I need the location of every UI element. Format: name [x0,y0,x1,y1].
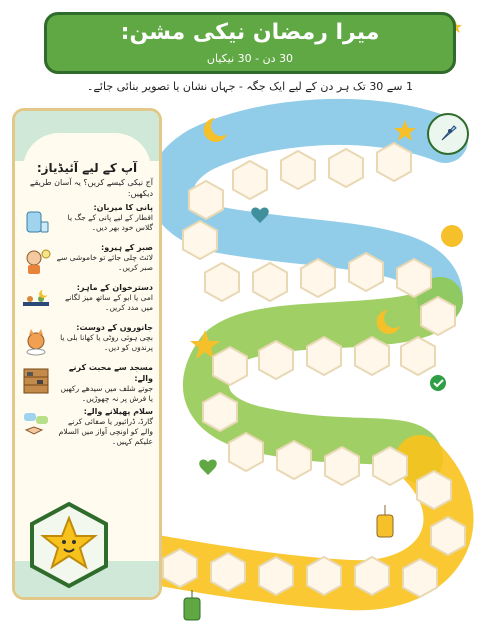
idea-item [21,282,153,320]
day-cell[interactable] [398,336,438,376]
day-cell[interactable] [210,346,250,386]
day-cell[interactable] [298,258,338,298]
day-cell[interactable] [352,336,392,376]
day-cell[interactable] [180,220,220,260]
idea-item [21,202,153,240]
idea-name: سلام پھیلانے والے: [83,407,153,416]
day-cell[interactable] [352,556,392,596]
page-subtitle: 30 دن - 30 نیکیاں [206,52,294,65]
title-banner [44,12,456,74]
idea-item [21,406,153,447]
finish-star-badge [24,500,114,590]
day-cell[interactable] [250,262,290,302]
idea-item [21,362,153,404]
day-cell[interactable] [160,548,200,588]
day-cell[interactable] [230,160,270,200]
day-cell[interactable] [208,552,248,592]
cat-icon [21,326,51,356]
panel-title: آپ کے لیے آئیڈیاز: [36,161,138,175]
idea-desc: لائٹ چلی جائے تو خاموشی سے صبر کریں۔ [56,253,153,272]
lantern-icon [377,505,393,537]
idea-name: مسجد سے محبت کرنے والے: [68,363,153,383]
idea-desc: افطار کے لیے پانی کے جگ یا گلاس خود بھر دیں۔ [67,213,153,232]
day-cell[interactable] [278,150,318,190]
day-cell[interactable] [226,432,266,472]
day-cell[interactable] [346,252,386,292]
day-cell[interactable] [394,258,434,298]
panel-intro: آج نیکی کیسے کریں؟ یہ آسان طریقے دیکھیں: [29,178,153,198]
day-cell[interactable] [200,392,240,432]
page-title: میرا رمضان نیکی مشن: [120,20,380,45]
day-cell[interactable] [418,296,458,336]
day-cell[interactable] [202,262,242,302]
idea-desc: جوتے شلف میں سیدھے رکھیں یا فرش پر نہ چھوڑیں۔ [60,384,153,403]
day-cell[interactable] [186,180,226,220]
idea-name: جانوروں کے دوست: [76,323,153,332]
day-cell[interactable] [428,516,468,556]
rocket-icon [426,112,470,156]
boy-with-bulb-icon [21,246,51,276]
lantern-icon [184,590,200,620]
idea-desc: گارڈ، ڈرائیور یا صفائی کرنے والے کو اونچی آواز میں السلام علیکم کہیں۔ [58,417,153,446]
idea-desc: بچی ہوئی روٹی یا کھانا بلی یا پرندوں کو دیں۔ [60,333,153,352]
day-cell[interactable] [304,336,344,376]
day-cell[interactable] [374,142,414,182]
day-cell[interactable] [304,556,344,596]
water-jug-icon [21,206,51,236]
idea-name: دسترخوان کے ماہر: [76,283,153,292]
day-cell[interactable] [274,440,314,480]
idea-name: صبر کے ہیرو: [101,243,153,252]
idea-item [21,242,153,280]
checkmark-icon [430,375,446,391]
heart-icon [199,460,216,475]
day-cell[interactable] [256,556,296,596]
idea-item [21,322,153,360]
day-cell[interactable] [326,148,366,188]
day-cell[interactable] [400,558,440,598]
instructions-text: 1 سے 30 تک ہر دن کے لیے ایک جگہ - جہاں نشان یا تصویر بنائی جائے۔ [87,80,413,93]
idea-desc: امی یا ابو کے ساتھ میز لگانے میں مدد کریں۔ [64,293,153,312]
smiley-icon [441,225,463,247]
idea-name: پانی کا میربان: [93,203,153,212]
day-cell[interactable] [322,446,362,486]
day-cell[interactable] [256,340,296,380]
dining-table-icon [21,286,51,316]
day-cell[interactable] [370,446,410,486]
handshake-icon [21,410,51,440]
day-cell[interactable] [414,470,454,510]
shoe-rack-icon [21,366,51,396]
